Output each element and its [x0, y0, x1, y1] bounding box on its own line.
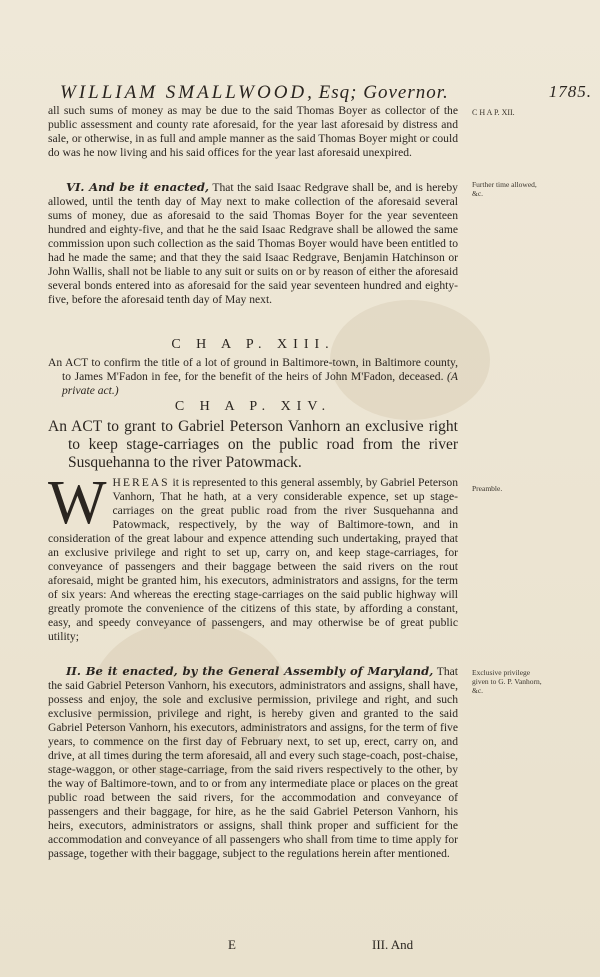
margin-note-exclusive: Exclusive privilege given to G. P. Vanhorn, &c.: [472, 668, 542, 695]
paragraph-continuation: [48, 104, 458, 160]
header-title-suffix: , Esq; Governor.: [307, 82, 449, 103]
margin-note-preamble: Preamble.: [472, 484, 503, 493]
section-vi: [48, 180, 458, 307]
margin-note-further-time: Further time allowed, &c.: [472, 180, 537, 198]
section-ii: [48, 664, 458, 861]
section-ii-text: That the said Gabriel Peterson Vanhorn, his executors, administrators and assigns, shall have, possess and enjoy, the sole and exclusive permission, privilege and right, and such exclusive permission, privilege and right, is hereby given and granted to the said Gabriel Peterson Vanhorn, his executors, administrators and assigns, for the term of five years, to commence on the first day of February next, to set up, erect, carry on, and drive, at all times during the term aforesaid, all and every such stage-coach, post-chaise, stage-waggon, or other stage-carriage, from the said rivers respectively to the other, by the way of Baltimore-town, and to or from any intermediate place or places on the great public road between the said rivers, for the accommodation and conveyance of passengers and their baggage, for hire, as he the said Gabriel Peterson Vanhorn, his heirs, executors, administrators or assigns, shall think proper and sufficient for the accommodation and conveyance of all passengers who shall from time to time apply for passage, together with their baggage, subject to the regulations herein after mentioned.: [48, 665, 458, 860]
preamble: [48, 469, 458, 644]
section-ii-lead: II. Be it enacted, by the General Assembly of Maryland,: [66, 664, 434, 678]
chap-xiv-act: An ACT to grant to Gabriel Peterson Vanhorn an exclusive right to keep stage-carriages on the public road from the river Susquehanna to the river Patowmack.: [48, 418, 458, 471]
chap-xiv: [48, 400, 458, 472]
header-title: WILLIAM SMALLWOOD: [60, 82, 308, 103]
chap-xiv-heading: C H A P. XIV.: [174, 399, 332, 414]
chap-xiii-private-note: (A private act.): [62, 370, 458, 397]
chap-xiii: [48, 338, 458, 398]
section-vi-lead: VI. And be it enacted,: [66, 180, 210, 194]
paragraph-text: all such sums of money as may be due to the said Thomas Boyer as collector of the public assessment and county rate aforesaid, for the year last aforesaid by distress and sale, or otherwise, in as full and ample manner as the said Thomas Boyer might or could do was he now living and his said offices for the year last aforesaid unexpired.: [48, 104, 458, 159]
preamble-lead: HEREAS: [112, 476, 170, 489]
catchword: III. And: [372, 937, 414, 952]
dropcap-letter: W: [48, 469, 107, 537]
chap-xiii-act: An ACT to confirm the title of a lot of ground in Baltimore-town, in Baltimore county, to James M'Fadon in fee, for the benefit of the heirs of John M'Fadon, deceased.: [48, 356, 458, 383]
margin-note-chap-ref: C H A P. XII.: [472, 108, 515, 117]
signature-mark: E: [228, 937, 236, 952]
preamble-text: it is represented to this general assembly, by Gabriel Peterson Vanhorn, That he hath, at a very considerable expence, set up stage-carriages on the great public road from the river Susquehanna and Patowmack, respectively, by the way of Baltimore-town, and in consideration of the great labour and expence attending such undertaking, prayed that an exclusive privilege and right to set up, carry on, and keep stage-carriages, for conveyance of passengers and their baggage between the said rivers on the rout aforesaid, might be granted him, his executors, administrators and assigns, for the term of six years: And whereas the erecting stage-carriages on the said public highway will greatly promote the convenience of the citizens of this state, by affording a constant, easy, and speedy conveyance of passengers, and may otherwise be of great public utility;: [48, 476, 458, 643]
section-vi-text: That the said Isaac Redgrave shall be, and is hereby allowed, until the tenth day of May next to make collection of the aforesaid several sums of money, due as aforesaid to the said Thomas Boyer for the year seventeen hundred and eighty-five, and that he the said Isaac Redgrave shall be allowed the same commission upon such collection as the said Thomas Boyer would have been entitled to had he made the same; and that they the said Isaac Redgrave, Benjamin Hatchinson or John Wallis, shall not be liable to any suit or suits on or by reason of either the aforesaid several bonds entered into as aforesaid for the said year seventeen hundred and eighty-five, before the aforesaid tenth day of May next.: [48, 181, 458, 306]
running-header: [60, 82, 592, 104]
chap-xiii-heading: C H A P. XIII.: [171, 337, 335, 352]
header-year: 1785.: [548, 82, 592, 101]
